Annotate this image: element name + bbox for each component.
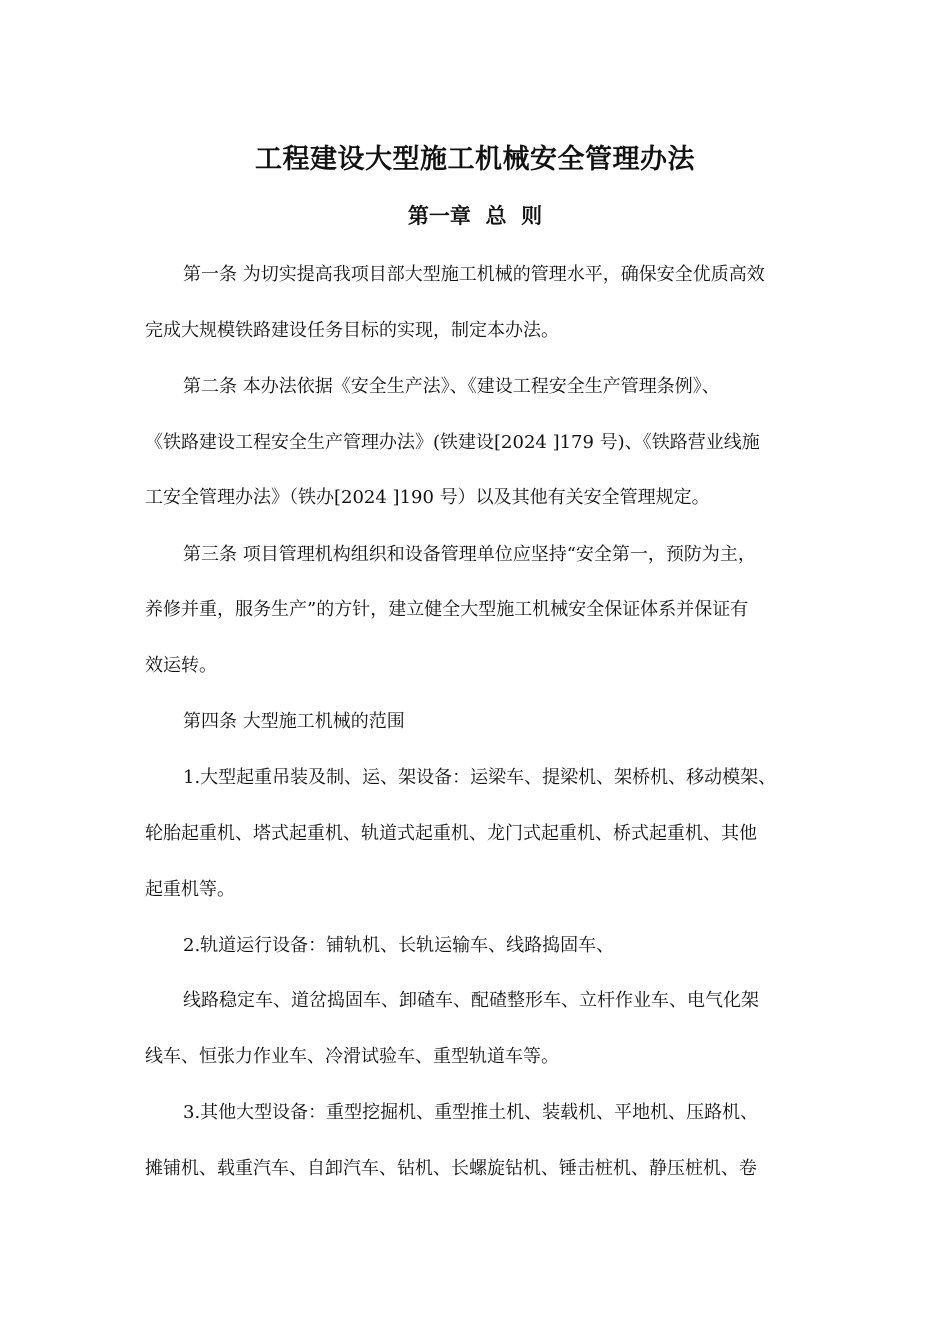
text-line: 线车、恒张力作业车、冷滑试验车、重型轨道车等。 [145,1046,559,1067]
text-line: 《铁路建设工程安全生产管理办法》(铁建设[2024 ]179 号)、《铁路营业线施 [145,432,760,453]
text-line: 第二条 本办法依据《安全生产法》、《建设工程安全生产管理条例》、 [183,376,720,397]
chapter-heading: 第一章 总 则 [407,203,543,228]
text-line: 效运转。 [145,655,217,676]
document-title: 工程建设大型施工机械安全管理办法 [255,144,695,175]
text-line: 轮胎起重机、塔式起重机、轨道式起重机、龙门式起重机、桥式起重机、其他 [145,823,757,844]
text-line: 工安全管理办法》（铁办[2024 ]190 号）以及其他有关安全管理规定。 [145,487,710,508]
text-line: 3.其他大型设备：重型挖掘机、重型推土机、装载机、平地机、压路机、 [183,1102,759,1123]
text-line: 2.轨道运行设备：铺轨机、长轨运输车、线路捣固车、 [183,935,615,956]
text-line: 摊铺机、载重汽车、自卸汽车、钻机、长螺旋钻机、锤击桩机、静压桩机、卷 [145,1158,757,1179]
text-line: 线路稳定车、道岔捣固车、卸碴车、配碴整形车、立杆作业车、电气化架 [183,990,759,1011]
text-line: 完成大规模铁路建设任务目标的实现，制定本办法。 [145,320,559,341]
text-line: 1.大型起重吊装及制、运、架设备：运梁车、提梁机、架桥机、移动模架、 [183,767,777,788]
text-line: 第四条 大型施工机械的范围 [183,711,405,732]
text-line: 第三条 项目管理机构组织和设备管理单位应坚持“安全第一，预防为主， [183,544,756,565]
text-line: 起重机等。 [145,879,235,900]
text-line: 养修并重，服务生产”的方针，建立健全大型施工机械安全保证体系并保证有 [145,599,749,620]
text-line: 第一条 为切实提高我项目部大型施工机械的管理水平，确保安全优质高效 [183,264,765,285]
